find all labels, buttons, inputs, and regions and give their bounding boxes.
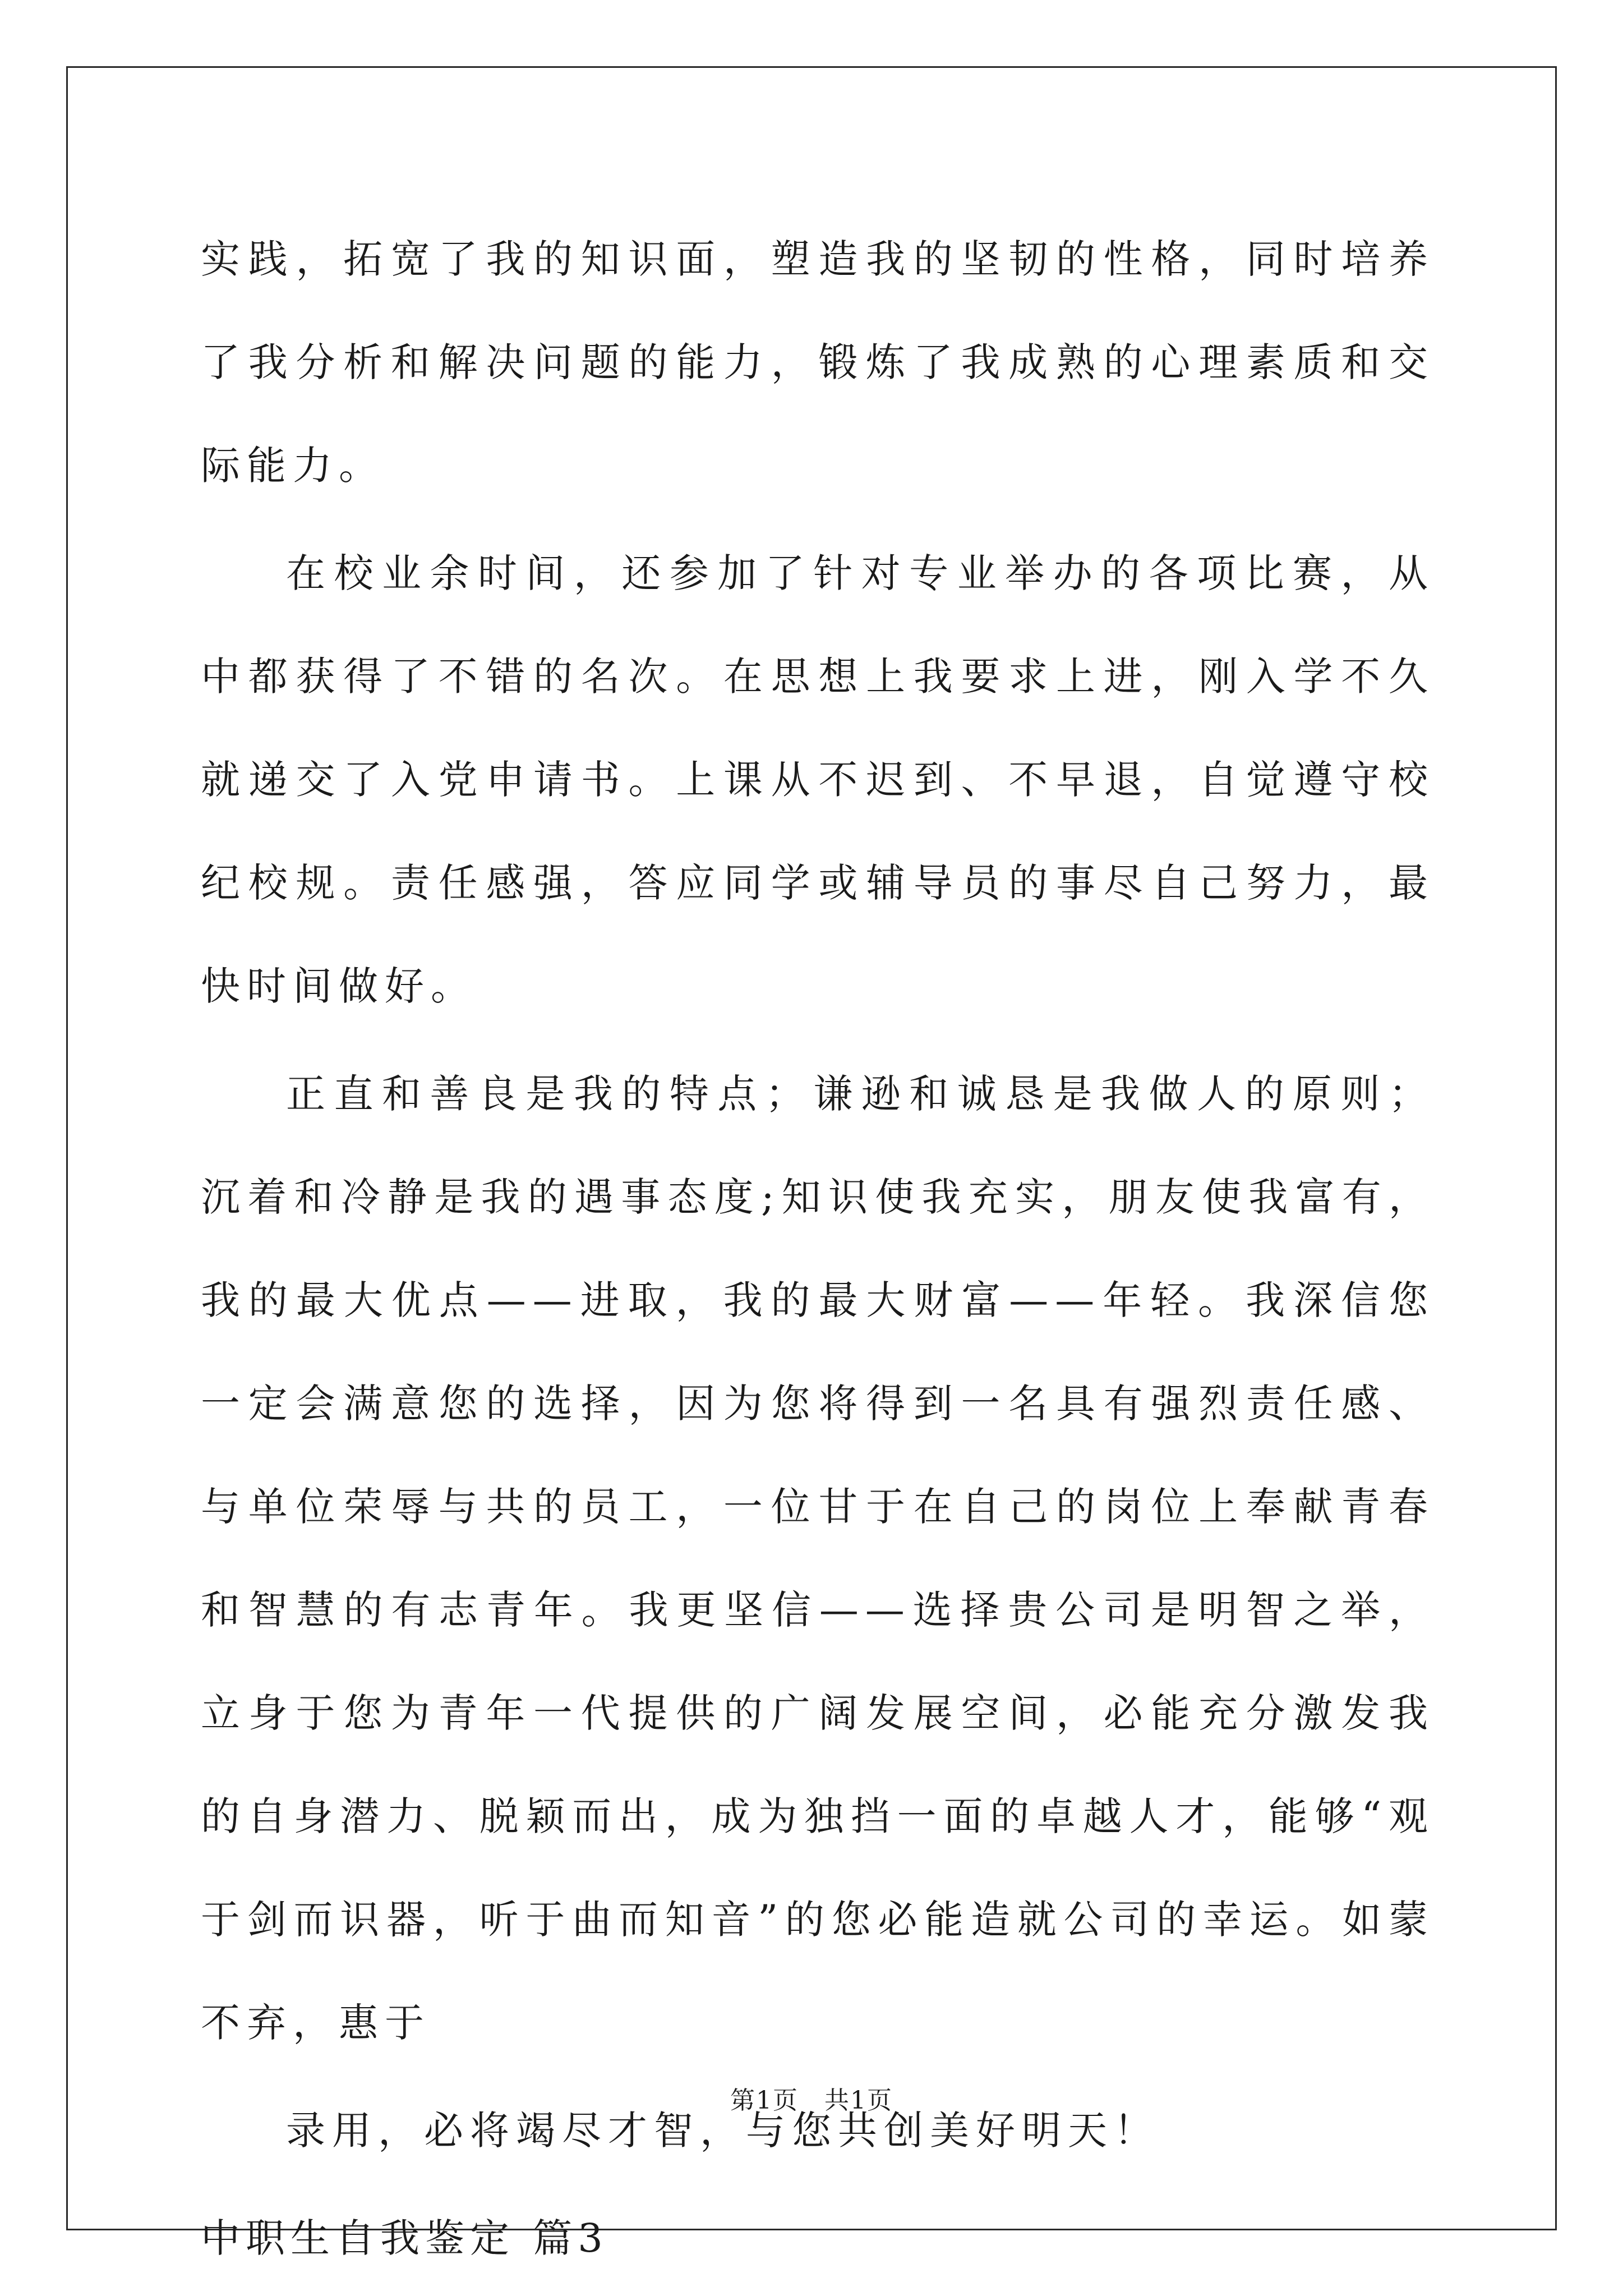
section-heading: 中职生自我鉴定 篇3: [201, 2215, 608, 2261]
paragraph-2: 在校业余时间，还参加了针对专业举办的各项比赛，从中都获得了不错的名次。在思想上我要求上进，刚入学不久就递交了入党申请书。上课从不迟到、不早退，自觉遵守校纪校规。责任感强，答应同学或辅导员的事尽自己努力，最快时间做好。: [201, 550, 1435, 1009]
page-footer: [0, 2080, 1623, 2116]
page-number: 第1页: [730, 2086, 799, 2115]
paragraph-3: 正直和善良是我的特点；谦逊和诚恳是我做人的原则；沉着和冷静是我的遇事态度;知识使我充实，朋友使我富有，我的最大优点——进取，我的最大财富——年轻。我深信您一定会满意您的选择，因为您将得到一名具有强烈责任感、与单位荣辱与共的员工，一位甘于在自己的岗位上奉献青春和智慧的有志青年。我更坚信——选择贵公司是明智之举，立身于您为青年一代提供的广阔发展空间，必能充分激发我的自身潜力、脱颖而出，成为独挡一面的卓越人才，能够“观于剑而识器，听于曲而知音”的您必能造就公司的幸运。如蒙不弃，惠于: [201, 1071, 1435, 2046]
document-body: [201, 208, 1435, 2290]
page-total: 共1页: [824, 2086, 893, 2115]
paragraph-1: 实践，拓宽了我的知识面，塑造我的坚韧的性格，同时培养了我分析和解决问题的能力，锻炼了我成熟的心理素质和交际能力。: [201, 236, 1435, 489]
paragraph-4: 录用，必将竭尽才智，与您共创美好明天！: [286, 2108, 1160, 2154]
